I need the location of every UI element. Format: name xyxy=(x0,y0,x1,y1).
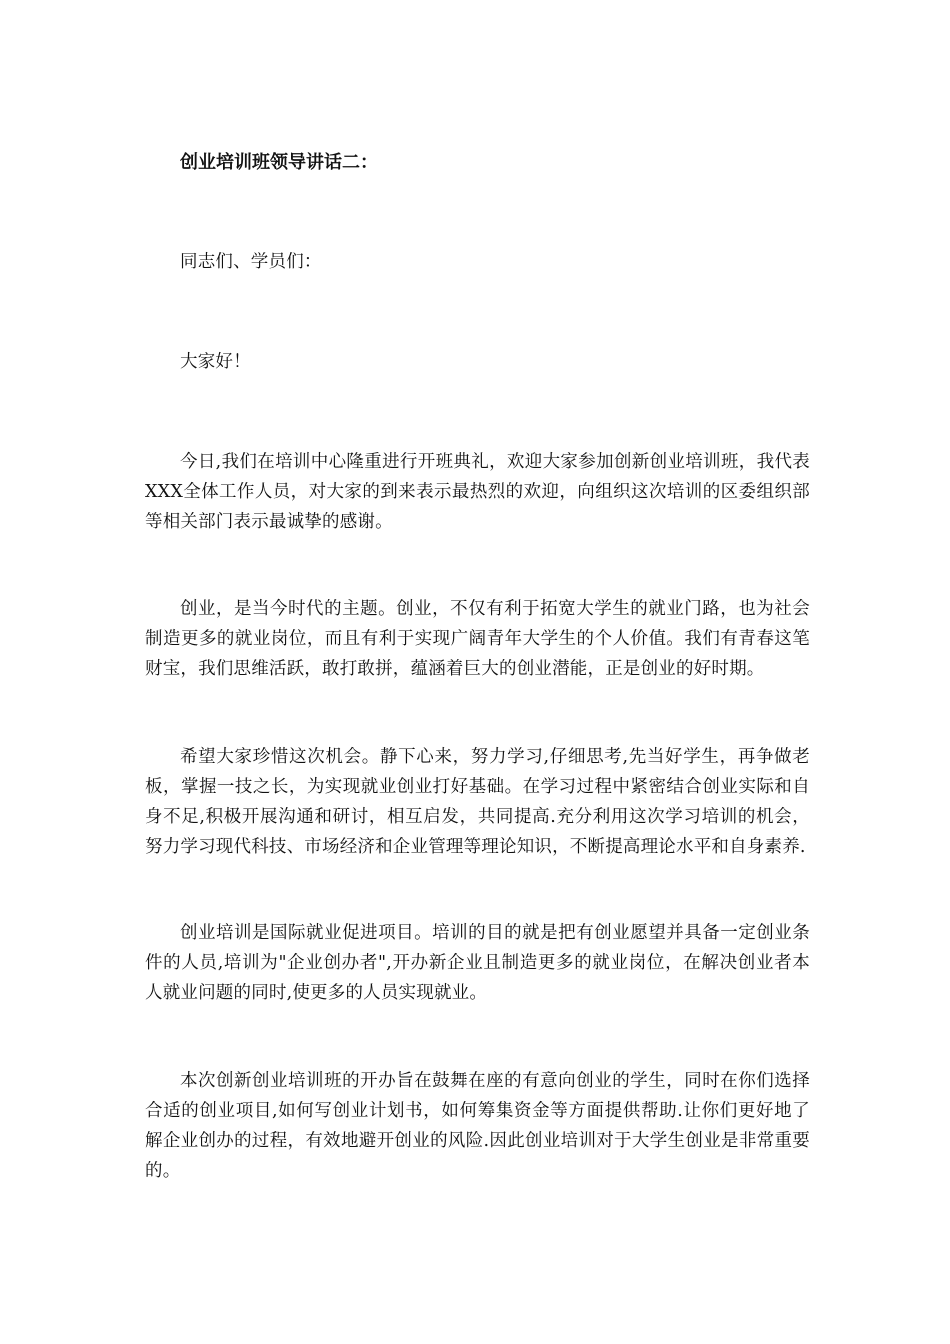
paragraph-training-purpose: 创业培训是国际就业促进项目。培训的目的就是把有创业愿望并具备一定创业条件的人员,培训为"企业创办者",开办新企业且制造更多的就业岗位，在解决创业者本人就业问题的同时,使更多的人员实现就业。 xyxy=(145,923,810,1003)
paragraph-expectations: 希望大家珍惜这次机会。静下心来，努力学习,仔细思考,先当好学生，再争做老板，掌握一技之长，为实现就业创业打好基础。在学习过程中紧密结合创业实际和自身不足,积极开展沟通和研讨，相互启发，共同提高.充分利用这次学习培训的机会，努力学习现代科技、市场经济和企业管理等理论知识，不断提高理论水平和自身素养. xyxy=(145,747,810,857)
salutation: 同志们、学员们： xyxy=(180,252,322,272)
paragraph-closing: 本次创新创业培训班的开办旨在鼓舞在座的有意向创业的学生，同时在你们选择合适的创业项目,如何写创业计划书，如何筹集资金等方面提供帮助.让你们更好地了解企业创办的过程，有效地避开创业的风险.因此创业培训对于大学生创业是非常重要的。 xyxy=(145,1071,810,1181)
greeting: 大家好！ xyxy=(180,352,251,372)
document-title: 创业培训班领导讲话二： xyxy=(180,152,378,173)
paragraph-entrepreneurship-theme: 创业，是当今时代的主题。创业，不仅有利于拓宽大学生的就业门路，也为社会制造更多的就业岗位，而且有利于实现广阔青年大学生的个人价值。我们有青春这笔财宝，我们思维活跃，敢打敢拼，蕴涵着巨大的创业潜能，正是创业的好时期。 xyxy=(145,599,810,679)
paragraph-opening: 今日,我们在培训中心隆重进行开班典礼，欢迎大家参加创新创业培训班，我代表XXX全体工作人员，对大家的到来表示最热烈的欢迎，向组织这次培训的区委组织部等相关部门表示最诚挚的感谢。 xyxy=(145,452,810,532)
